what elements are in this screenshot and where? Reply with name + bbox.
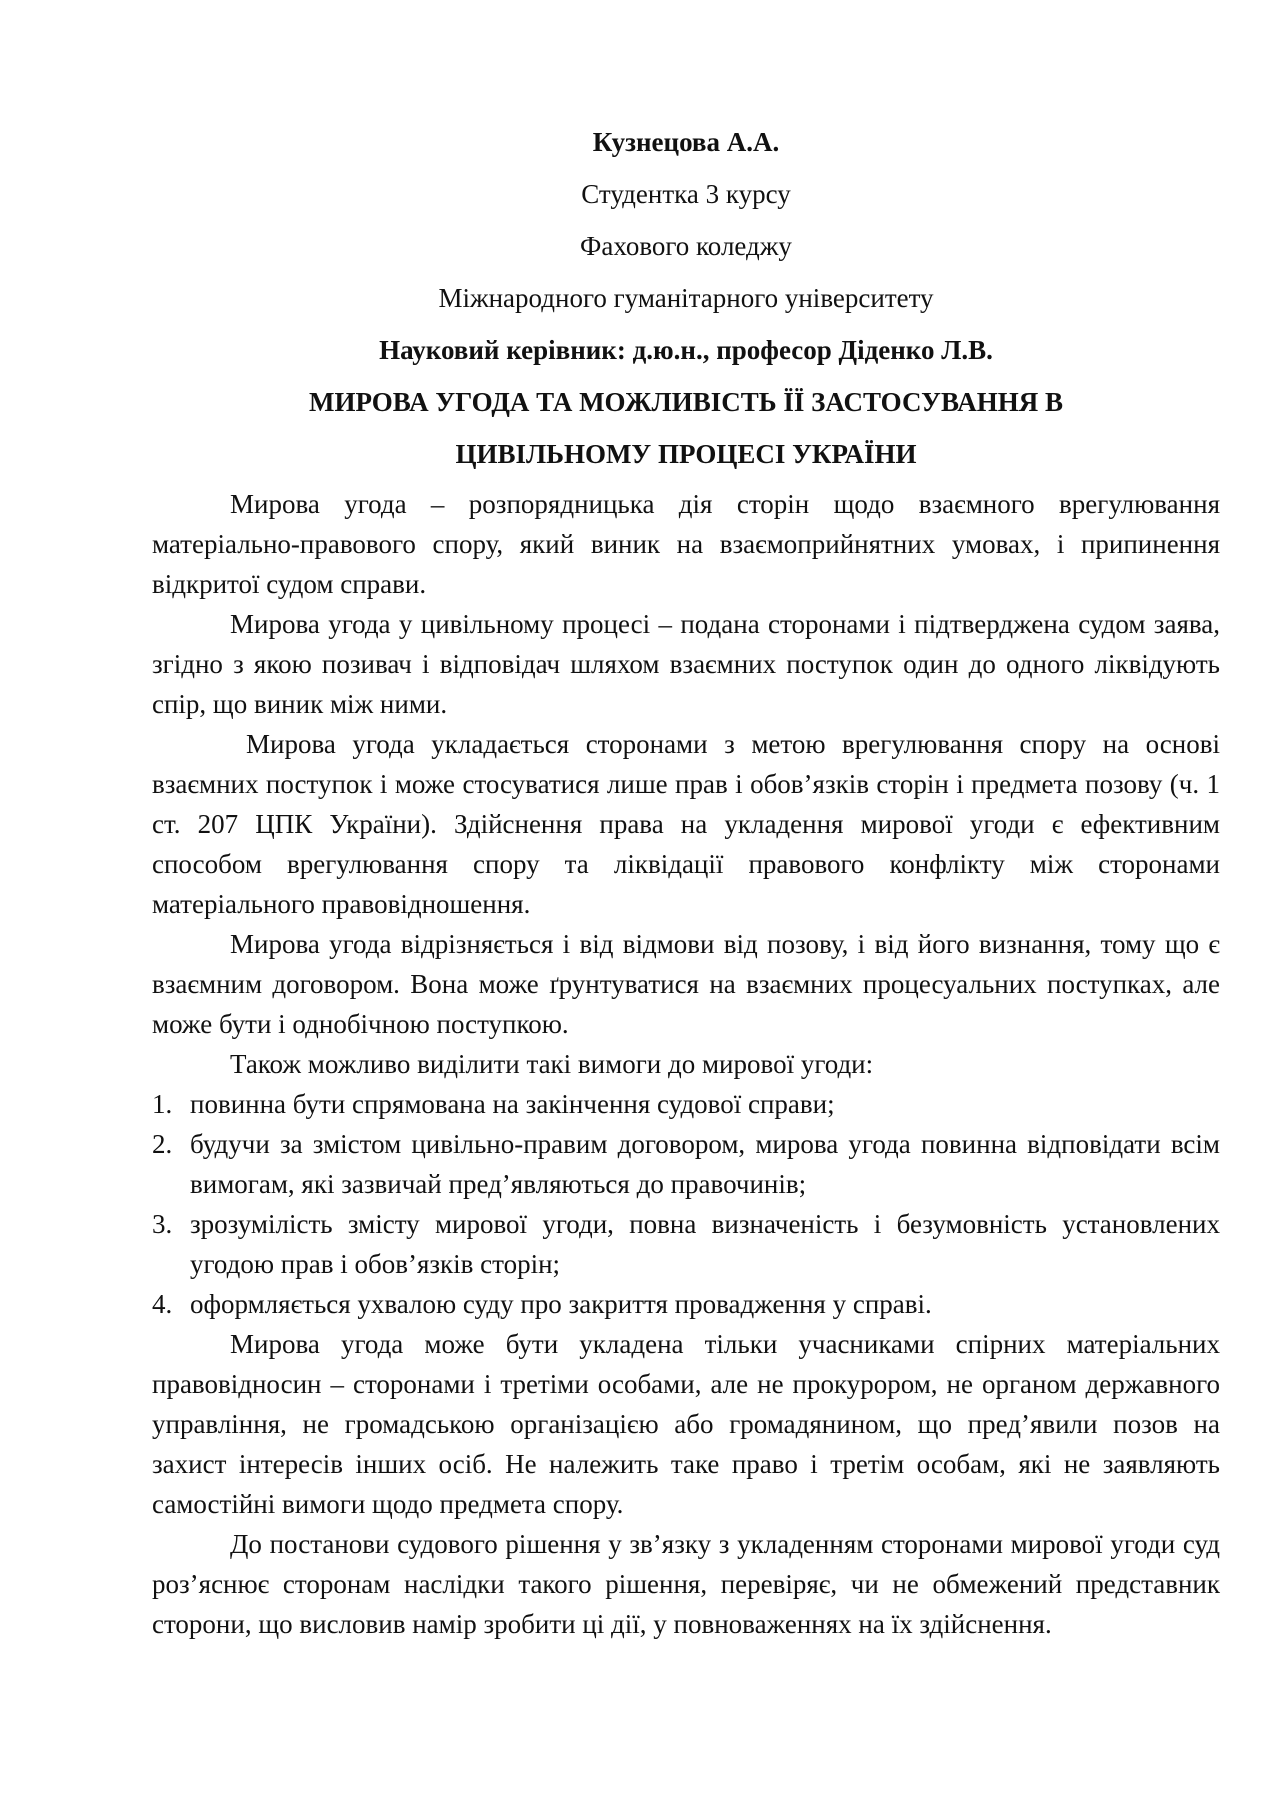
paragraph-civil-process: Мирова угода у цивільному процесі – подана сторонами і підтверджена судом заява, згідно з якою позивач і відповідач шляхом взаємних поступок один до одного ліквідують спір, що виник між ними.: [152, 609, 1220, 719]
supervisor-line: Науковий керівник: д.ю.н., професор Діденко Л.В.: [379, 335, 993, 365]
list-item: [152, 1284, 1220, 1324]
paragraph-requirements-intro: Також можливо виділити такі вимоги до мирової угоди:: [230, 1049, 874, 1079]
list-item-number: 2.: [152, 1129, 173, 1159]
paragraph-definition: Мирова угода – розпорядницька дія сторін щодо взаємного врегулювання матеріально-правового спору, який виник на взаємоприйнятних умовах, і припинення відкритої судом справи.: [152, 489, 1220, 599]
list-item-number: 1.: [152, 1089, 173, 1119]
list-item: [152, 1124, 1220, 1204]
list-item-number: 3.: [152, 1209, 173, 1239]
list-item: [152, 1204, 1220, 1284]
college-name: Фахового коледжу: [580, 231, 792, 261]
author-name: Кузнецова А.А.: [592, 127, 780, 157]
list-item: [152, 1084, 1220, 1124]
paper-title-line-2: ЦИВІЛЬНОМУ ПРОЦЕСІ УКРАЇНИ: [455, 439, 917, 469]
list-item-text: оформляється ухвалою суду про закриття провадження у справі.: [190, 1289, 932, 1319]
paragraph-distinction: Мирова угода відрізняється і від відмови від позову, і від його визнання, тому що є взаємним договором. Вона може ґрунтуватися на взаємних процесуальних поступках, але може бути і однобічною поступкою.: [152, 929, 1220, 1039]
author-status: Студентка 3 курсу: [581, 179, 791, 209]
university-name: Міжнародного гуманітарного університету: [438, 283, 934, 313]
list-item-number: 4.: [152, 1289, 173, 1319]
list-item-text: будучи за змістом цивільно-правим договором, мирова угода повинна відповідати всім вимогам, які зазвичай пред’являються до правочинів;: [190, 1129, 1220, 1199]
paper-title-line-1: МИРОВА УГОДА ТА МОЖЛИВІСТЬ ЇЇ ЗАСТОСУВАННЯ В: [308, 387, 1064, 417]
document-body: [152, 484, 1220, 1644]
requirements-list: [152, 1084, 1220, 1324]
list-item-text: зрозумілість змісту мирової угоди, повна визначеність і безумовність установлених угодою прав і обов’язків сторін;: [190, 1209, 1220, 1279]
paragraph-conclusion: Мирова угода укладається сторонами з метою врегулювання спору на основі взаємних поступок і може стосуватися лише прав і обов’язків сторін і предмета позову (ч. 1 ст. 207 ЦПК України). Здійснення права на укладення мирової угоди є ефективним способом врегулювання спору та ліквідації правового конфлікту між сторонами матеріального правовідношення.: [152, 729, 1220, 919]
list-item-text: повинна бути спрямована на закінчення судової справи;: [190, 1089, 835, 1119]
paragraph-court-explanation: До постанови судового рішення у зв’язку з укладенням сторонами мирової угоди суд роз’яснює сторонам наслідки такого рішення, перевіряє, чи не обмежений представник сторони, що висловив намір зробити ці дії, у повноваженнях на їх здійснення.: [152, 1529, 1220, 1639]
paragraph-parties: Мирова угода може бути укладена тільки учасниками спірних матеріальних правовідносин – сторонами і третіми особами, але не прокурором, не органом державного управління, не громадською організацією або громадянином, що пред’явили позов на захист інтересів інших осіб. Не належить таке право і третім особам, які не заявляють самостійні вимоги щодо предмета спору.: [152, 1329, 1220, 1519]
